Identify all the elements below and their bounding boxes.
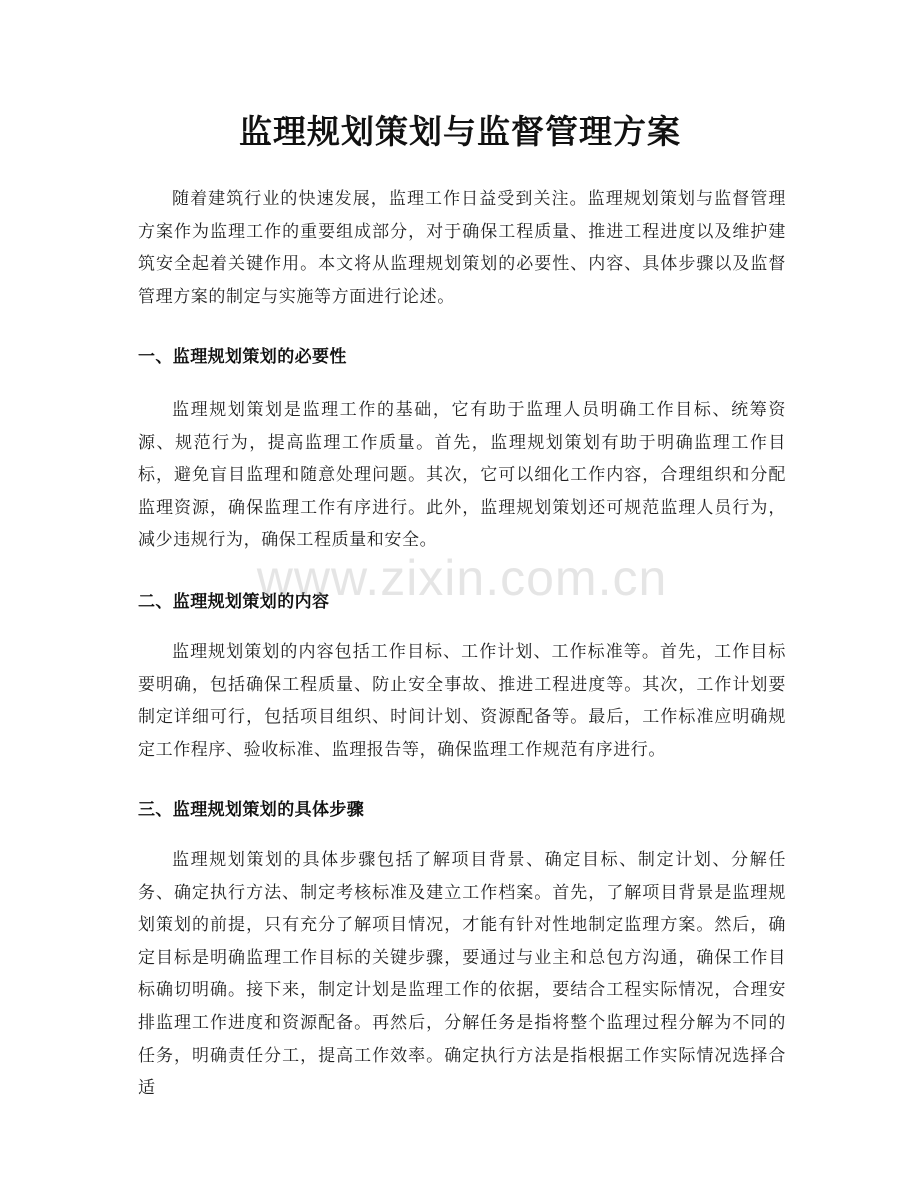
section-heading-3: 三、监理规划策划的具体步骤 [138, 800, 365, 820]
section-heading-1: 一、监理规划策划的必要性 [138, 347, 347, 367]
watermark: www.zixin.com.cn [256, 550, 668, 606]
section-body-1: 监理规划策划是监理工作的基础，它有助于监理人员明确工作目标、统筹资源、规范行为，提高监理工作质量。首先，监理规划策划有助于明确监理工作目标，避免盲目监理和随意处理问题。其次，它可以细化工作内容，合理组织和分配监理资源，确保监理工作有序进行。此外，监理规划策划还可规范监理人员行为，减少违规行为，确保工程质量和安全。 [138, 400, 786, 551]
document-title: 监理规划策划与监督管理方案 [239, 112, 681, 151]
section-body-2: 监理规划策划的内容包括工作目标、工作计划、工作标准等。首先，工作目标要明确，包括确保工程质量、防止安全事故、推进工程进度等。其次，工作计划要制定详细可行，包括项目组织、时间计划、资源配备等。最后，工作标准应明确规定工作程序、验收标准、监理报告等，确保监理工作规范有序进行。 [138, 642, 786, 760]
intro-paragraph: 随着建筑行业的快速发展，监理工作日益受到关注。监理规划策划与监督管理方案作为监理工作的重要组成部分，对于确保工程质量、推进工程进度以及维护建筑安全起着关键作用。本文将从监理规划策划的必要性、内容、具体步骤以及监督管理方案的制定与实施等方面进行论述。 [138, 189, 786, 307]
section-heading-2: 二、监理规划策划的内容 [138, 592, 330, 612]
section-body-3: 监理规划策划的具体步骤包括了解项目背景、确定目标、制定计划、分解任务、确定执行方法、制定考核标准及建立工作档案。首先，了解项目背景是监理规划策划的前提，只有充分了解项目情况，才能有针对性地制定监理方案。然后，确定目标是明确监理工作目标的关键步骤，要通过与业主和总包方沟通，确保工作目标确切明确。接下来，制定计划是监理工作的依据，要结合工程实际情况，合理安排监理工作进度和资源配备。再然后，分解任务是指将整个监理过程分解为不同的任务，明确责任分工，提高工作效率。确定执行方法是指根据工作实际情况选择合适 [138, 850, 786, 1099]
